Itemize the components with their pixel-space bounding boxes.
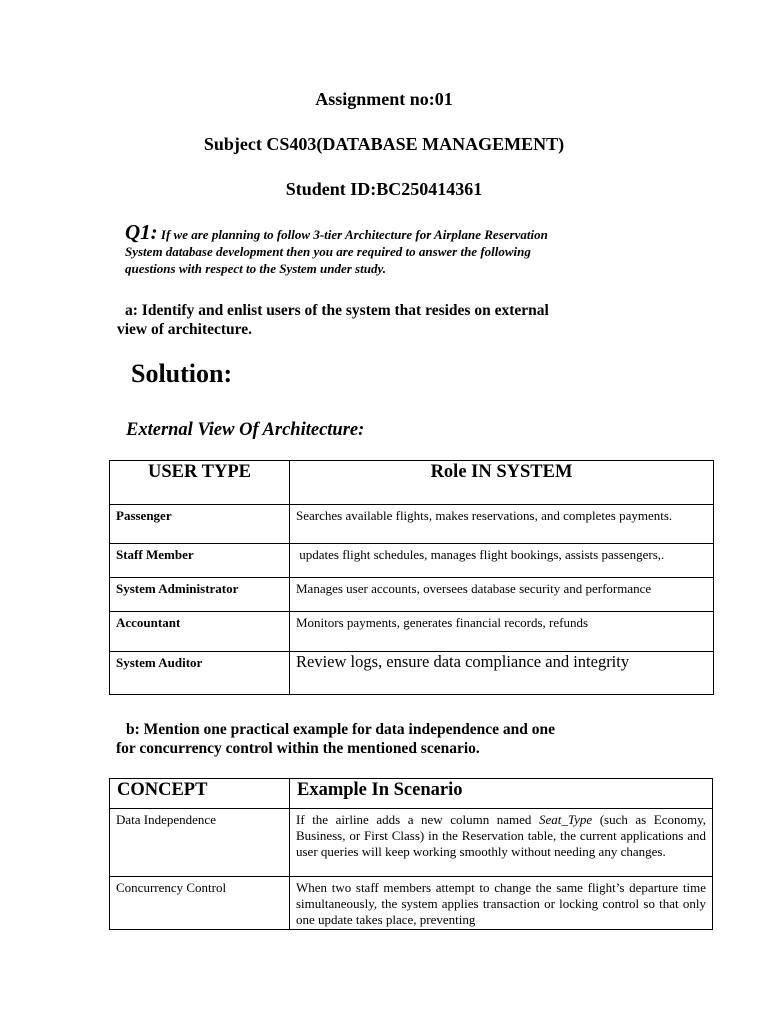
example-text-end: (such as Economy, Business, or First Class) in the Reservation table, the current applications and user queries will keep working smoothly without needing any changes. — [296, 812, 706, 859]
table-row — [110, 877, 713, 930]
part-b-line2: for concurrency control within the mentioned scenario. — [116, 740, 480, 757]
user-type-cell: System Administrator — [116, 581, 239, 596]
q1-block — [125, 220, 665, 277]
concept-header: CONCEPT — [117, 780, 208, 800]
concept-table-header-row — [110, 779, 713, 809]
concept-cell: Data Independence — [116, 812, 216, 827]
example-cell: When two staff members attempt to change the same flight’s departure time simultaneously, the system applies transaction or locking control so that only one update takes place, preventing — [296, 880, 706, 927]
q1-text-line1: If we are planning to follow 3-tier Architecture for Airplane Reservation — [160, 227, 548, 242]
solution-heading: Solution: — [131, 359, 233, 388]
user-type-header: USER TYPE — [148, 462, 251, 482]
subject-title: Subject CS403(DATABASE MANAGEMENT) — [203, 134, 565, 154]
q1-text-line2: System database development then you are required to answer the following — [125, 244, 531, 259]
table-row — [110, 505, 714, 544]
user-type-cell: System Auditor — [116, 655, 203, 670]
concept-table — [109, 778, 713, 930]
user-type-cell: Accountant — [116, 615, 181, 630]
role-cell: updates flight schedules, manages flight bookings, assists passengers,. — [296, 547, 665, 562]
q1-label: Q1: — [125, 220, 158, 244]
example-header: Example In Scenario — [297, 780, 463, 800]
table-row — [110, 652, 714, 695]
example-text-start: If the airline adds a new column named — [296, 812, 539, 827]
role-cell: Manages user accounts, oversees database security and performance — [296, 581, 652, 596]
users-table — [109, 460, 714, 695]
role-cell: Monitors payments, generates financial records, refunds — [296, 615, 589, 630]
table-row — [110, 578, 714, 612]
role-cell: Searches available flights, makes reservations, and completes payments. — [296, 508, 673, 523]
table-row — [110, 544, 714, 578]
role-cell: Review logs, ensure data compliance and integrity — [296, 652, 630, 671]
q1-text-line3: questions with respect to the System under study. — [125, 261, 386, 276]
users-table-header-row — [110, 461, 714, 505]
concept-cell: Concurrency Control — [116, 880, 227, 895]
part-a-line1: a: Identify and enlist users of the system that resides on external — [125, 302, 549, 319]
table-row — [110, 612, 714, 652]
student-id: Student ID:BC250414361 — [285, 179, 483, 199]
part-b-line1: b: Mention one practical example for data independence and one — [126, 721, 555, 738]
role-header: Role IN SYSTEM — [430, 462, 573, 482]
external-view-heading: External View Of Architecture: — [126, 420, 365, 440]
part-a-line2: view of architecture. — [117, 321, 253, 338]
table-row — [110, 809, 713, 877]
assignment-title: Assignment no:01 — [315, 89, 453, 109]
user-type-cell: Staff Member — [116, 547, 194, 562]
example-cell — [290, 809, 712, 863]
user-type-cell: Passenger — [116, 508, 172, 523]
example-term: Seat_Type — [538, 812, 593, 827]
